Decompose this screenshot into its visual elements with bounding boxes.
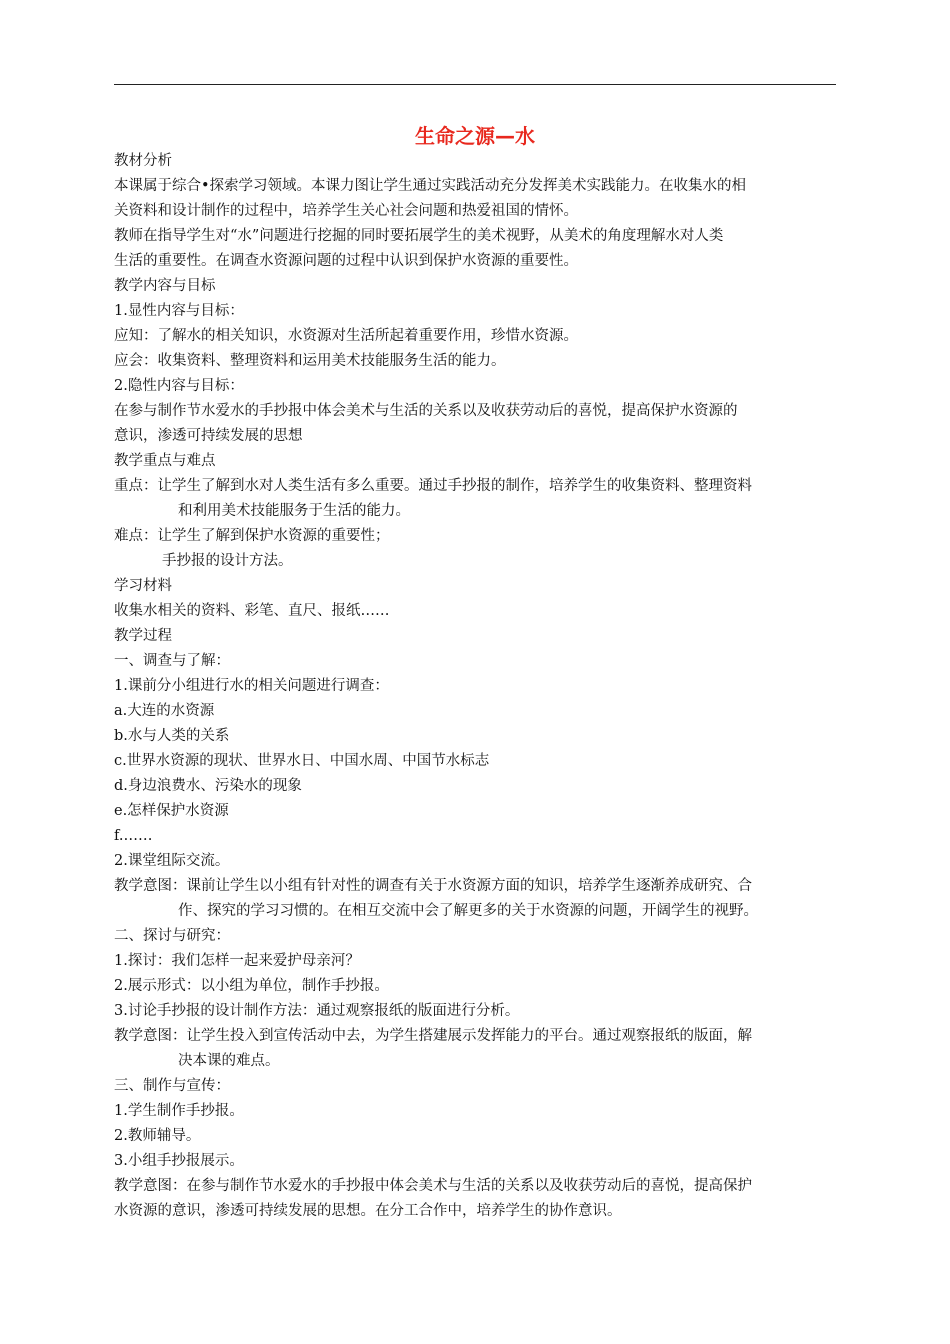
list-item: 2.课堂组际交流。 (114, 853, 230, 869)
list-item: 2.教师辅导。 (114, 1128, 201, 1144)
list-item: a.大连的水资源 (114, 703, 215, 719)
list-item: e.怎样保护水资源 (114, 803, 229, 819)
paragraph-line: 教学意图：让学生投入到宣传活动中去，为学生搭建展示发挥能力的平台。通过观察报纸的版面，解 (114, 1028, 752, 1044)
paragraph-line: 本课属于综合•探索学习领域。本课力图让学生通过实践活动充分发挥美术实践能力。在收集水的相 (114, 178, 747, 194)
list-item: b.水与人类的关系 (114, 728, 230, 744)
paragraph-line: 意识，渗透可持续发展的思想 (114, 428, 303, 444)
section-heading-analysis: 教材分析 (114, 153, 172, 169)
paragraph-line: 教学意图：在参与制作节水爱水的手抄报中体会美术与生活的关系以及收获劳动后的喜悦，提高保护 (114, 1178, 752, 1194)
paragraph-line: 教学意图：课前让学生以小组有针对性的调查有关于水资源方面的知识，培养学生逐渐养成研究、合 (114, 878, 752, 894)
list-item: 1.学生制作手抄报。 (114, 1103, 244, 1119)
paragraph-line: 水资源的意识，渗透可持续发展的思想。在分工合作中，培养学生的协作意识。 (114, 1203, 622, 1219)
section-heading-goals: 教学内容与目标 (114, 278, 216, 294)
paragraph-line: 收集水相关的资料、彩笔、直尺、报纸…… (114, 603, 390, 619)
paragraph-line: 生活的重要性。在调查水资源问题的过程中认识到保护水资源的重要性。 (114, 253, 578, 269)
header-rule (114, 84, 836, 85)
page-title: 生命之源—水 (415, 124, 535, 148)
list-item: 1.探讨：我们怎样一起来爱护母亲河？ (114, 953, 360, 969)
paragraph-line: 关资料和设计制作的过程中，培养学生关心社会问题和热爱祖国的情怀。 (114, 203, 578, 219)
sub-heading: 一、调查与了解： (114, 653, 230, 669)
paragraph-line: 难点：让学生了解到保护水资源的重要性； (114, 528, 390, 544)
paragraph-line: 决本课的难点。 (178, 1053, 280, 1069)
paragraph-line: 应知：了解水的相关知识，水资源对生活所起着重要作用，珍惜水资源。 (114, 328, 578, 344)
document-body (114, 149, 842, 1224)
section-heading-process: 教学过程 (114, 628, 172, 644)
list-item: c.世界水资源的现状、世界水日、中国水周、中国节水标志 (114, 753, 490, 769)
list-item: f.…… (114, 828, 153, 844)
sub-heading: 三、制作与宣传： (114, 1078, 230, 1094)
section-heading-materials: 学习材料 (114, 578, 172, 594)
paragraph-line: 在参与制作节水爱水的手抄报中体会美术与生活的关系以及收获劳动后的喜悦，提高保护水资源的 (114, 403, 738, 419)
list-item: 3.小组手抄报展示。 (114, 1153, 244, 1169)
list-item: 2.展示形式：以小组为单位，制作手抄报。 (114, 978, 389, 994)
section-heading-key: 教学重点与难点 (114, 453, 216, 469)
list-item: 3.讨论手抄报的设计制作方法：通过观察报纸的版面进行分析。 (114, 1003, 520, 1019)
paragraph-line: 作、探究的学习习惯的。在相互交流中会了解更多的关于水资源的问题，开阔学生的视野。 (178, 903, 758, 919)
paragraph-line: 手抄报的设计方法。 (162, 553, 293, 569)
paragraph-line: 重点：让学生了解到水对人类生活有多么重要。通过手抄报的制作，培养学生的收集资料、整理资料 (114, 478, 752, 494)
sub-heading: 二、探讨与研究： (114, 928, 230, 944)
paragraph-line: 教师在指导学生对“水”问题进行挖掘的同时要拓展学生的美术视野，从美术的角度理解水对人类 (114, 228, 724, 244)
paragraph-line: 应会：收集资料、整理资料和运用美术技能服务生活的能力。 (114, 353, 506, 369)
list-item: d.身边浪费水、污染水的现象 (114, 778, 302, 794)
paragraph-line: 和利用美术技能服务于生活的能力。 (178, 503, 410, 519)
list-item: 2.隐性内容与目标： (114, 378, 244, 394)
list-item: 1.显性内容与目标： (114, 303, 244, 319)
list-item: 1.课前分小组进行水的相关问题进行调查： (114, 678, 389, 694)
